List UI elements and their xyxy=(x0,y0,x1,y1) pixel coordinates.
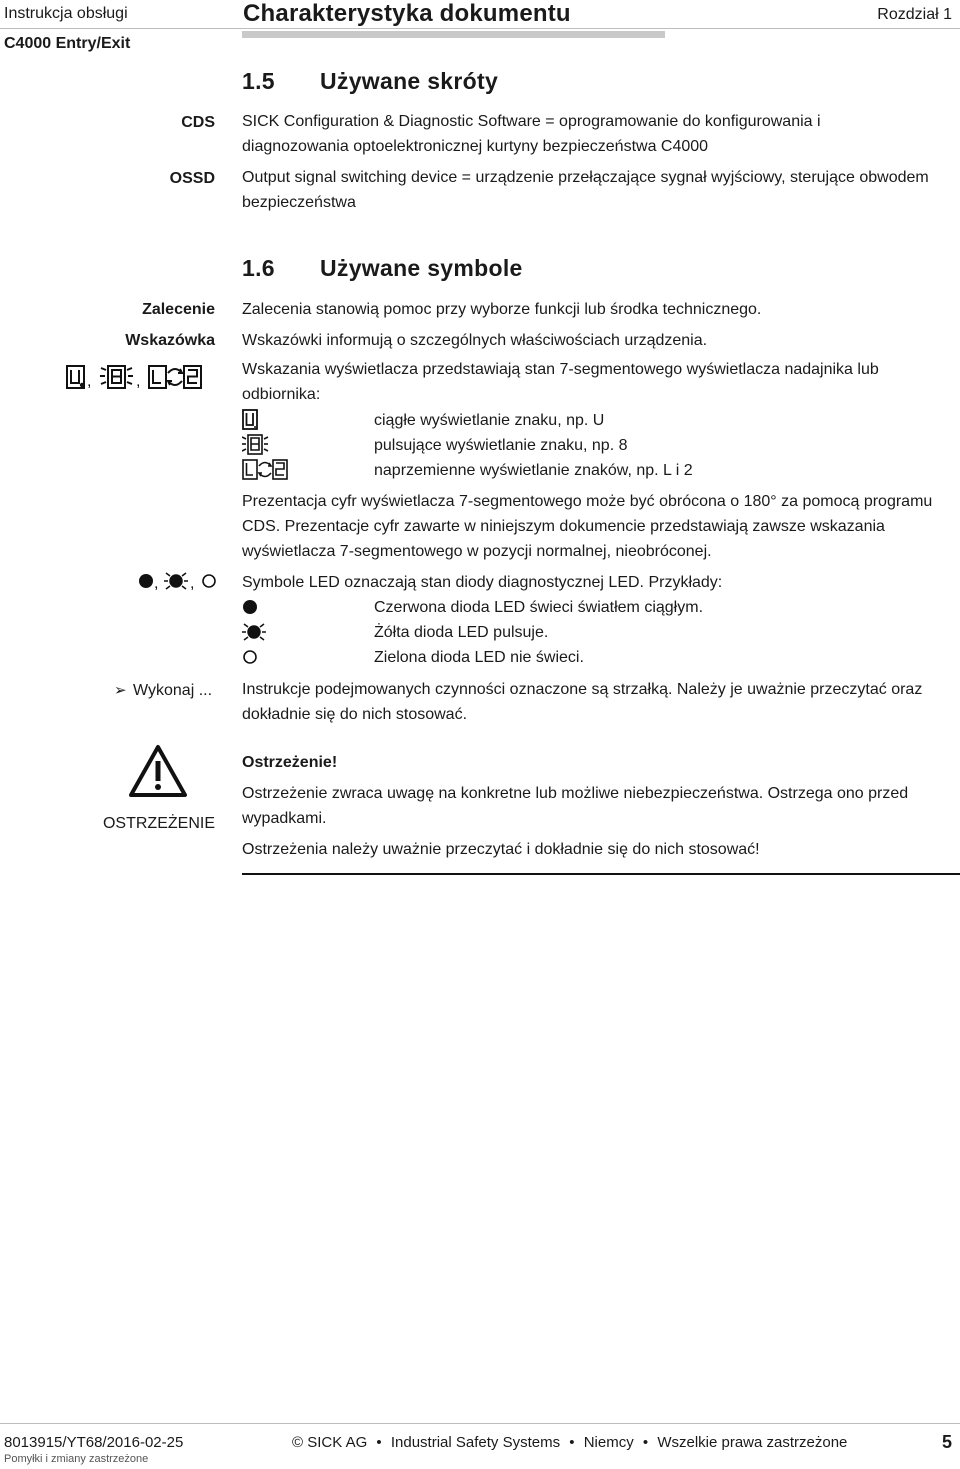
led-item-flashing xyxy=(242,620,954,645)
led-icons-group xyxy=(138,571,218,593)
warning-rule xyxy=(242,873,960,875)
seven-segment-8-flashing-icon xyxy=(100,366,133,388)
svg-text:,: , xyxy=(190,575,195,592)
footer-rule xyxy=(0,1423,960,1424)
section-16-title: Używane symbole xyxy=(320,255,523,281)
led-item-flashing-text: Żółta dioda LED pulsuje. xyxy=(374,624,549,641)
display-item-flashing xyxy=(242,433,954,458)
seven-segment-u-icon xyxy=(67,366,84,388)
action-label: Wykonaj ... xyxy=(133,682,213,699)
display-item-continuous xyxy=(242,408,954,433)
header-rule-thin xyxy=(0,28,960,29)
led-on-icon xyxy=(242,597,262,617)
footer-company-part-3: Wszelkie prawa zastrzeżone xyxy=(657,1434,848,1451)
header-chapter: Rozdział 1 xyxy=(877,6,952,23)
led-off-side-icon xyxy=(203,575,215,587)
section-15-heading xyxy=(242,68,498,95)
header-doc-type: Instrukcja obsługi xyxy=(4,5,128,22)
abbr-def-ossd: Output signal switching device = urządzenie przełączające sygnał wyjściowy, sterujące obwodem bezpieczeństwa xyxy=(242,169,929,211)
note-text: Wskazówki informują o szczególnych właściwościach urządzenia. xyxy=(242,332,708,349)
warning-text-2: Ostrzeżenia należy uważnie przeczytać i dokładnie się do nich stosować! xyxy=(242,841,760,858)
display-item-flashing-text: pulsujące wyświetlanie znaku, np. 8 xyxy=(374,437,628,454)
note-label: Wskazówka xyxy=(125,332,215,349)
display-icons-group xyxy=(66,364,216,392)
seven-segment-8-flashing-small-icon xyxy=(242,434,272,456)
recommendation-label: Zalecenie xyxy=(142,301,215,318)
warning-title: Ostrzeżenie! xyxy=(242,754,338,771)
section-16-heading xyxy=(242,255,523,282)
footer-company: © SICK AG • Industrial Safety Systems • Niemcy • Wszelkie prawa zastrzeżone xyxy=(292,1434,848,1451)
action-side xyxy=(114,677,212,703)
svg-text:,: , xyxy=(154,575,159,592)
led-off-icon xyxy=(242,647,262,667)
warning-text-1: Ostrzeżenie zwraca uwagę na konkretne lub możliwe niebezpieczeństwa. Ostrzega ono przed wypadkami. xyxy=(242,785,909,827)
abbr-def-cds: SICK Configuration & Diagnostic Software = oprogramowanie do konfigurowania i diagnozowania optoelektronicznej kurtyny bezpieczeństwa C4000 xyxy=(242,113,821,155)
svg-text:,: , xyxy=(87,373,92,390)
svg-text:,: , xyxy=(136,373,141,390)
led-flashing-side-icon xyxy=(164,573,188,589)
footer-company-part-1: Industrial Safety Systems xyxy=(390,1434,561,1451)
section-15-title: Używane skróty xyxy=(320,68,499,94)
display-item-continuous-text: ciągłe wyświetlanie znaku, np. U xyxy=(374,412,605,429)
led-item-on-text: Czerwona dioda LED świeci światłem ciągłym. xyxy=(374,599,704,616)
abbr-term-cds: CDS xyxy=(181,114,215,131)
abbr-term-ossd: OSSD xyxy=(169,170,215,187)
display-note: Prezentacja cyfr wyświetlacza 7-segmentowego może być obrócona o 180° za pomocą programu CDS. Prezentacje cyfr zawarte w niniejszym dokumencie przedstawiają zawsze wskazania wyświetlacza 7-segmentowego w pozycji normalnej, nieobróconej. xyxy=(242,493,933,560)
display-item-alternating-text: naprzemienne wyświetlanie znaków, np. L i 2 xyxy=(374,462,693,479)
seven-segment-l-2-small-icon xyxy=(242,459,294,481)
led-item-off-text: Zielona dioda LED nie świeci. xyxy=(374,649,584,666)
recommendation-text: Zalecenia stanowią pomoc przy wyborze funkcji lub środka technicznego. xyxy=(242,301,762,318)
led-item-off xyxy=(242,645,954,670)
display-intro: Wskazania wyświetlacza przedstawiają stan 7-segmentowego wyświetlacza nadajnika lub odbiornika: xyxy=(242,361,879,403)
seven-segment-l-2-alternating-icon xyxy=(149,366,201,388)
footer-disclaimer: Pomyłki i zmiany zastrzeżone xyxy=(4,1453,149,1465)
led-item-on xyxy=(242,595,954,620)
header-rule-gray xyxy=(242,31,665,38)
seven-segment-u-small-icon xyxy=(242,409,264,431)
footer-page-number: 5 xyxy=(941,1432,952,1452)
footer-copyright: © SICK AG xyxy=(292,1434,368,1451)
footer-company-part-2: Niemcy xyxy=(583,1434,634,1451)
footer-doc-id: 8013915/YT68/2016-02-25 xyxy=(4,1434,184,1451)
warning-triangle-icon xyxy=(128,744,188,798)
led-on-side-icon xyxy=(139,574,153,588)
section-16-number: 1.6 xyxy=(242,255,275,281)
header-product: C4000 Entry/Exit xyxy=(4,35,131,52)
arrow-bullet-icon: ➢ xyxy=(114,681,127,699)
action-text: Instrukcje podejmowanych czynności oznaczone są strzałką. Należy je uważnie przeczytać oraz dokładnie się do nich stosować. xyxy=(242,681,923,723)
warning-label: OSTRZEŻENIE xyxy=(102,815,215,832)
display-item-alternating xyxy=(242,458,954,483)
header-title: Charakterystyka dokumentu xyxy=(243,0,571,27)
section-15-number: 1.5 xyxy=(242,68,275,94)
led-intro: Symbole LED oznaczają stan diody diagnostycznej LED. Przykłady: xyxy=(242,574,723,591)
led-flashing-icon xyxy=(242,621,270,643)
